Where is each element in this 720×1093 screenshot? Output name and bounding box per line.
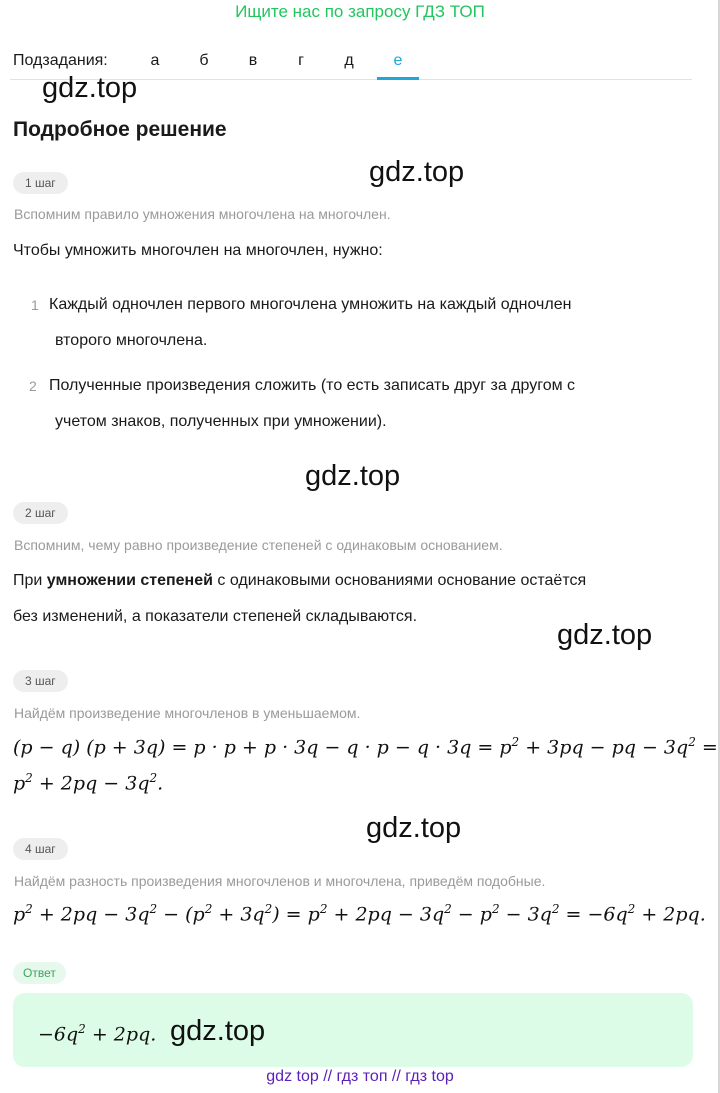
answer-formula: $-6q^2 + 2pq$. bbox=[38, 1022, 157, 1046]
tab-a[interactable]: а bbox=[150, 52, 160, 69]
tab-g[interactable]: г bbox=[298, 52, 304, 69]
list-item-text: второго многочлена. bbox=[55, 332, 208, 349]
step-hint: Найдём произведение многочленов в уменьшаемом. bbox=[14, 705, 361, 721]
watermark: gdz.top bbox=[42, 72, 138, 104]
math-formula: (p − q) $(p + 3q) = p \cdot p + p \cdot 3q - q \cdot p - q \cdot 3q = p^2 + 3pq$ − pq − $3q^2$ = bbox=[13, 735, 718, 759]
math-formula: $p^2 + 2pq - 3q^2$. bbox=[13, 771, 164, 795]
step-text-part: При bbox=[13, 572, 47, 589]
step-badge: 2 шаг bbox=[13, 502, 68, 524]
tab-v[interactable]: в bbox=[248, 52, 258, 69]
step-hint: Найдём разность произведения многочленов и многочлена, приведём подобные. bbox=[14, 873, 546, 889]
step-text bbox=[13, 563, 586, 599]
active-tab-indicator bbox=[377, 77, 419, 80]
step-hint: Вспомним, чему равно произведение степеней с одинаковым основанием. bbox=[14, 537, 503, 553]
math-formula: $p^2 + 2pq - 3q^2 - (p^2 + 3q^2) = p^2 + 2pq - 3q^2 - p^2 - 3q^2 = -6q^2 + 2pq$. bbox=[13, 902, 706, 926]
step-text: Чтобы умножить многочлен на многочлен, нужно: bbox=[13, 242, 383, 259]
watermark: gdz.top bbox=[170, 1015, 266, 1047]
answer-badge: Ответ bbox=[13, 962, 66, 984]
list-number: 2 bbox=[29, 378, 37, 394]
step-badge: 4 шаг bbox=[13, 838, 68, 860]
list-item-text: Каждый одночлен первого многочлена умножить на каждый одночлен bbox=[49, 296, 572, 313]
section-title: Подробное решение bbox=[13, 118, 227, 141]
watermark: gdz.top bbox=[557, 619, 653, 651]
watermark: gdz.top bbox=[305, 460, 401, 492]
watermark: gdz.top bbox=[369, 156, 465, 188]
step-text-part: с одинаковыми основаниями основание остаётся bbox=[212, 572, 587, 589]
footer-links[interactable]: gdz top // гдз топ // гдз top bbox=[266, 1068, 454, 1085]
step-text: без изменений, а показатели степеней складываются. bbox=[13, 608, 418, 625]
subtasks-label: Подзадания: bbox=[13, 52, 108, 69]
step-hint: Вспомним правило умножения многочлена на многочлен. bbox=[14, 206, 391, 222]
watermark: gdz.top bbox=[366, 812, 462, 844]
step-text-bold: умножении степеней bbox=[46, 572, 213, 589]
list-item-text: Полученные произведения сложить (то есть записать друг за другом с bbox=[49, 377, 576, 394]
tab-e[interactable]: е bbox=[393, 52, 403, 69]
list-number: 1 bbox=[31, 297, 39, 313]
list-item-text: учетом знаков, полученных при умножении). bbox=[55, 413, 387, 430]
tab-d[interactable]: д bbox=[344, 52, 354, 69]
search-hint-banner: Ищите нас по запросу ГДЗ ТОП bbox=[235, 2, 485, 21]
step-badge: 3 шаг bbox=[13, 670, 68, 692]
step-badge: 1 шаг bbox=[13, 172, 68, 194]
tab-b[interactable]: б bbox=[199, 52, 209, 69]
